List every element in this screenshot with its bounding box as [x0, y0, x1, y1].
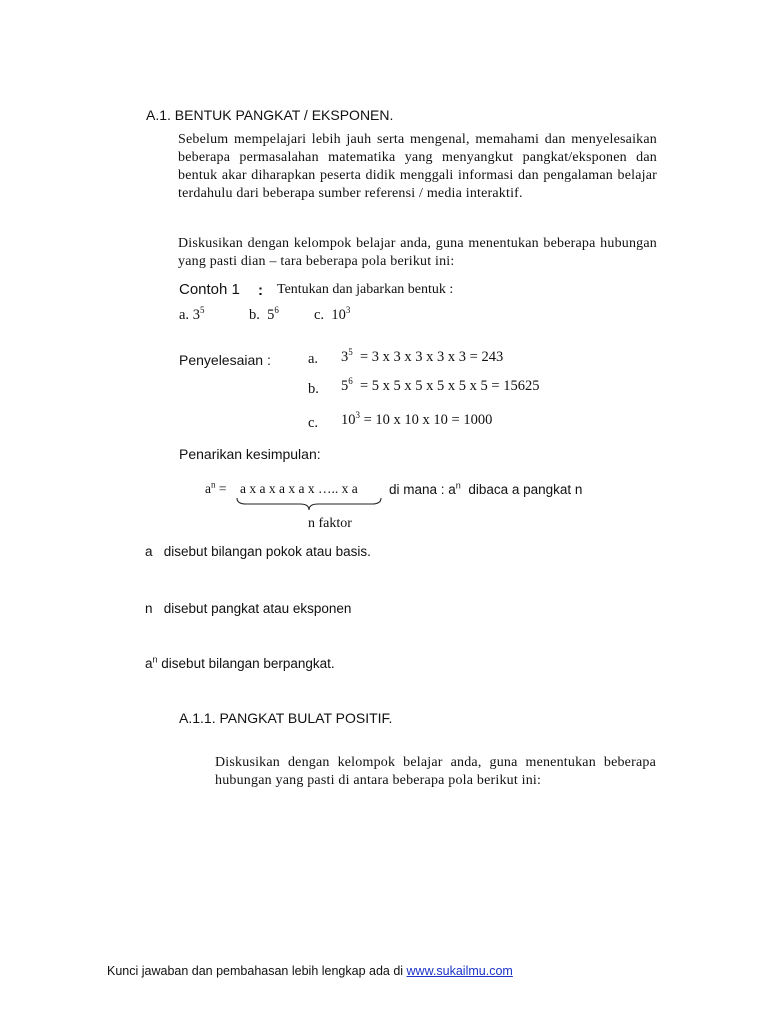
- example-colon: :: [258, 282, 263, 299]
- underbrace-label: n faktor: [308, 516, 352, 531]
- subsection-paragraph: Diskusikan dengan kelompok belajar anda, guna menentukan beberapa hubungan yang pasti di antara beberapa pola berikut ini:: [215, 755, 656, 788]
- definition-exponent: n disebut pangkat atau eksponen: [145, 601, 352, 616]
- section-title: A.1. BENTUK PANGKAT / EKSPONEN.: [146, 107, 394, 123]
- discussion-paragraph: Diskusikan dengan kelompok belajar anda, guna menentukan beberapa hubungan yang pasti dian – tara beberapa pola berikut ini:: [178, 236, 657, 269]
- footer-link[interactable]: www.sukailmu.com: [406, 964, 513, 978]
- conclusion-formula-lhs: $a^n$ =: [205, 479, 227, 496]
- example-item-b: b. $5^6$: [249, 305, 279, 323]
- intro-paragraph: Sebelum mempelajari lebih jauh serta mengenal, memahami dan menyelesaikan beberapa permasalahan matematika yang menyangkut pangkat/eksponen dan bentuk akar diharapkan peserta didik menggali informasi dan pengalaman belajar terdahulu dari beberapa sumber referensi / media interaktif.: [178, 132, 657, 201]
- solution-item-b: $5^6 = 5$ x 5 x 5 x 5 x 5 x 5 = 15625: [341, 376, 540, 394]
- solution-item-a-label: a.: [308, 351, 319, 367]
- solution-item-c: $10^3 = 10$ x 10 x 10 = 1000: [341, 410, 493, 428]
- footer-text: Kunci jawaban dan pembahasan lebih lengkap ada di: [107, 964, 407, 978]
- conclusion-label: Penarikan kesimpulan:: [179, 446, 321, 462]
- definition-power: $a^n$ disebut bilangan berpangkat.: [145, 654, 335, 671]
- solution-item-b-label: b.: [308, 381, 319, 397]
- example-item-a: a. $3^5$: [179, 305, 205, 323]
- example-item-c: c. $10^3$: [314, 305, 351, 323]
- subsection-title: A.1.1. PANGKAT BULAT POSITIF.: [179, 710, 393, 726]
- example-label: Contoh 1: [179, 281, 240, 298]
- solution-label: Penyelesaian :: [179, 352, 271, 368]
- underbrace-icon: [236, 497, 382, 511]
- conclusion-description: di mana : $a^n$ dibaca a pangkat n: [389, 480, 583, 497]
- solution-item-a: $3^5 = 3$ x 3 x 3 x 3 x 3 = 243: [341, 347, 504, 365]
- solution-item-c-label: c.: [308, 415, 319, 431]
- conclusion-product: a x a x a x a x ….. x a: [240, 481, 358, 496]
- footer-note: [107, 964, 513, 978]
- example-instruction: Tentukan dan jabarkan bentuk :: [277, 282, 454, 297]
- definition-base: a disebut bilangan pokok atau basis.: [145, 544, 371, 559]
